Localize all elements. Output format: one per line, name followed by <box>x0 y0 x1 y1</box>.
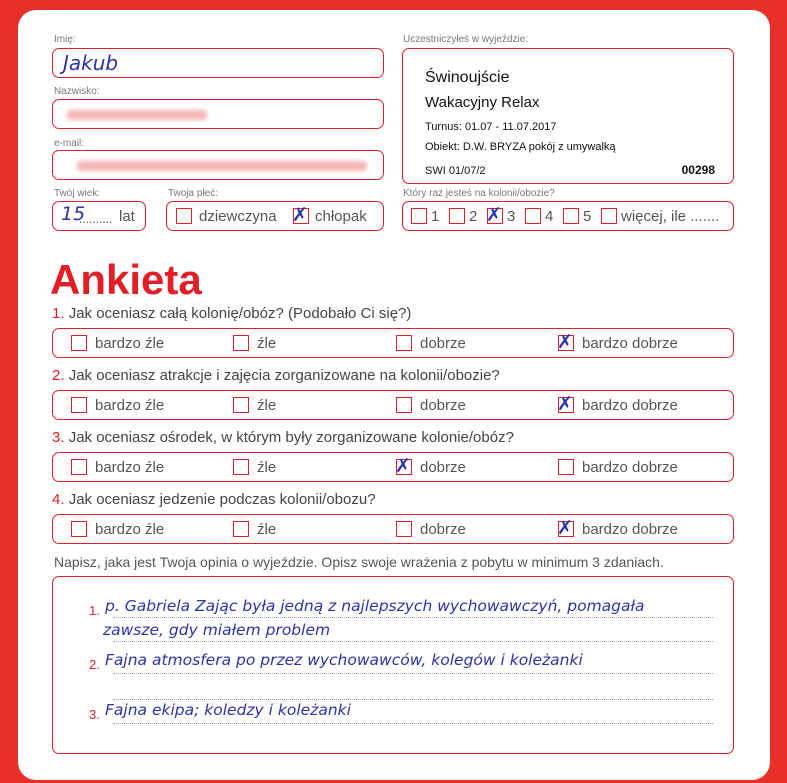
q1-dobrze-checkbox[interactable] <box>396 335 412 351</box>
opinion-2-number: 2. <box>89 657 100 672</box>
q3-dobrze-label: dobrze <box>420 459 466 476</box>
q3-bardzo-dobrze-checkbox[interactable] <box>558 459 574 475</box>
q4-bardzo-dobrze-checkbox[interactable] <box>557 517 574 539</box>
q4-mark: ✗ <box>557 517 573 539</box>
q3-bardzo-zle-label: bardzo źle <box>95 459 165 476</box>
q1-bardzo-zle-label: bardzo źle <box>95 335 165 352</box>
gender-boy-checkbox[interactable] <box>292 204 309 226</box>
q2-zle-checkbox[interactable] <box>233 397 249 413</box>
q3-zle-checkbox[interactable] <box>233 459 249 475</box>
trip-destination: Świnoujście <box>425 69 510 86</box>
q2-zle-label: źle <box>257 397 277 414</box>
visit-2-label: 2 <box>469 208 478 225</box>
opinion-1-line-2: zawsze, gdy miałem problem <box>103 621 331 639</box>
survey-title: Ankieta <box>50 256 202 303</box>
gender-label: Twoja płeć: <box>168 188 219 199</box>
opinion-1-number: 1. <box>89 603 100 618</box>
opinion-prompt: Napisz, jaka jest Twoja opinia o wyjeździe. Opisz swoje wrażenia z pobytu w minimum 3 zdaniach. <box>54 554 664 570</box>
opinion-box[interactable] <box>52 576 734 754</box>
question-3-answers <box>52 452 734 482</box>
trip-info-box <box>402 48 734 184</box>
surname-field[interactable] <box>52 99 384 129</box>
q2-bardzo-zle-checkbox[interactable] <box>71 397 87 413</box>
surname-redacted <box>67 110 207 120</box>
question-3: 3. Jak oceniasz ośrodek, w którym były zorganizowane kolonie/obóz? <box>52 429 514 446</box>
q1-bardzo-dobrze-checkbox[interactable] <box>557 331 574 353</box>
q2-bardzo-dobrze-checkbox[interactable] <box>557 393 574 415</box>
q3-dobrze-checkbox[interactable] <box>395 455 412 477</box>
gender-boy-label: chłopak <box>315 208 367 225</box>
first-name-value: Jakub <box>63 51 119 75</box>
opinion-1-line-1: p. Gabriela Zając była jedną z najlepszych wychowawczyń, pomagała <box>105 597 645 615</box>
opinion-line-5 <box>113 723 713 724</box>
visit-3-mark: ✗ <box>486 204 502 226</box>
gender-girl-label: dziewczyna <box>199 208 277 225</box>
visit-more-label: więcej, ile ....... <box>621 208 720 225</box>
q4-dobrze-checkbox[interactable] <box>396 521 412 537</box>
visit-4-checkbox[interactable] <box>525 208 541 224</box>
opinion-line-2 <box>113 641 713 642</box>
opinion-2-line-1: Fajna atmosfera po przez wychowawców, kolegów i koleżanki <box>105 651 583 669</box>
opinion-3-line-1: Fajna ekipa; koledzy i koleżanki <box>105 701 351 719</box>
q3-bardzo-zle-checkbox[interactable] <box>71 459 87 475</box>
first-name-label: Imię: <box>54 34 76 45</box>
q3-bardzo-dobrze-label: bardzo dobrze <box>582 459 678 476</box>
trip-program: Wakacyjny Relax <box>425 94 540 111</box>
trip-term: Turnus: 01.07 - 11.07.2017 <box>425 121 557 133</box>
q4-zle-label: źle <box>257 521 277 538</box>
q2-mark: ✗ <box>557 393 573 415</box>
gender-field <box>166 201 384 231</box>
age-value: 15 <box>61 203 86 225</box>
visit-1-checkbox[interactable] <box>411 208 427 224</box>
q2-bardzo-zle-label: bardzo źle <box>95 397 165 414</box>
visit-5-label: 5 <box>583 208 592 225</box>
visit-field <box>402 201 734 231</box>
q1-zle-label: źle <box>257 335 277 352</box>
q3-zle-label: źle <box>257 459 277 476</box>
question-1-answers <box>52 328 734 358</box>
q1-bardzo-dobrze-label: bardzo dobrze <box>582 335 678 352</box>
visit-label: Który raz jesteś na kolonii/obozie? <box>403 188 555 199</box>
q2-dobrze-label: dobrze <box>420 397 466 414</box>
gender-girl-checkbox[interactable] <box>176 208 192 224</box>
q2-bardzo-dobrze-label: bardzo dobrze <box>582 397 678 414</box>
opinion-line-3 <box>113 673 713 674</box>
trip-object: Obiekt: D.W. BRYZA pokój z umywalką <box>425 141 616 153</box>
question-1: 1. Jak oceniasz całą kolonię/obóz? (Podobało Ci się?) <box>52 305 412 322</box>
q3-mark: ✗ <box>395 455 411 477</box>
age-dots: .......... <box>79 212 113 226</box>
q4-dobrze-label: dobrze <box>420 521 466 538</box>
opinion-line-4 <box>113 699 713 700</box>
opinion-line-1 <box>113 617 713 618</box>
email-redacted <box>77 161 367 171</box>
gender-boy-mark: ✗ <box>292 204 308 226</box>
trip-code: SWI 01/07/2 <box>425 165 486 177</box>
visit-4-label: 4 <box>545 208 554 225</box>
visit-more-checkbox[interactable] <box>601 208 617 224</box>
trip-number: 00298 <box>681 163 715 177</box>
question-2-answers <box>52 390 734 420</box>
age-label: Twój wiek: <box>54 188 101 199</box>
q1-dobrze-label: dobrze <box>420 335 466 352</box>
question-4-answers <box>52 514 734 544</box>
age-unit: lat <box>119 208 135 225</box>
trip-label: Uczestniczyłeś w wyjeździe: <box>403 34 529 45</box>
q4-bardzo-dobrze-label: bardzo dobrze <box>582 521 678 538</box>
q1-mark: ✗ <box>557 331 573 353</box>
question-4: 4. Jak oceniasz jedzenie podczas kolonii/obozu? <box>52 491 376 508</box>
q1-bardzo-zle-checkbox[interactable] <box>71 335 87 351</box>
visit-3-checkbox[interactable] <box>486 204 503 226</box>
q4-zle-checkbox[interactable] <box>233 521 249 537</box>
survey-sheet <box>18 10 770 780</box>
age-field[interactable] <box>52 201 146 231</box>
opinion-3-number: 3. <box>89 707 100 722</box>
question-2: 2. Jak oceniasz atrakcje i zajęcia zorganizowane na kolonii/obozie? <box>52 367 500 384</box>
first-name-field[interactable] <box>52 48 384 78</box>
email-field[interactable] <box>52 150 384 180</box>
q4-bardzo-zle-checkbox[interactable] <box>71 521 87 537</box>
q4-bardzo-zle-label: bardzo źle <box>95 521 165 538</box>
visit-1-label: 1 <box>431 208 440 225</box>
q2-dobrze-checkbox[interactable] <box>396 397 412 413</box>
q1-zle-checkbox[interactable] <box>233 335 249 351</box>
visit-5-checkbox[interactable] <box>563 208 579 224</box>
visit-3-label: 3 <box>507 208 516 225</box>
visit-2-checkbox[interactable] <box>449 208 465 224</box>
email-label: e-mail: <box>54 138 85 149</box>
surname-label: Nazwisko: <box>54 86 100 97</box>
